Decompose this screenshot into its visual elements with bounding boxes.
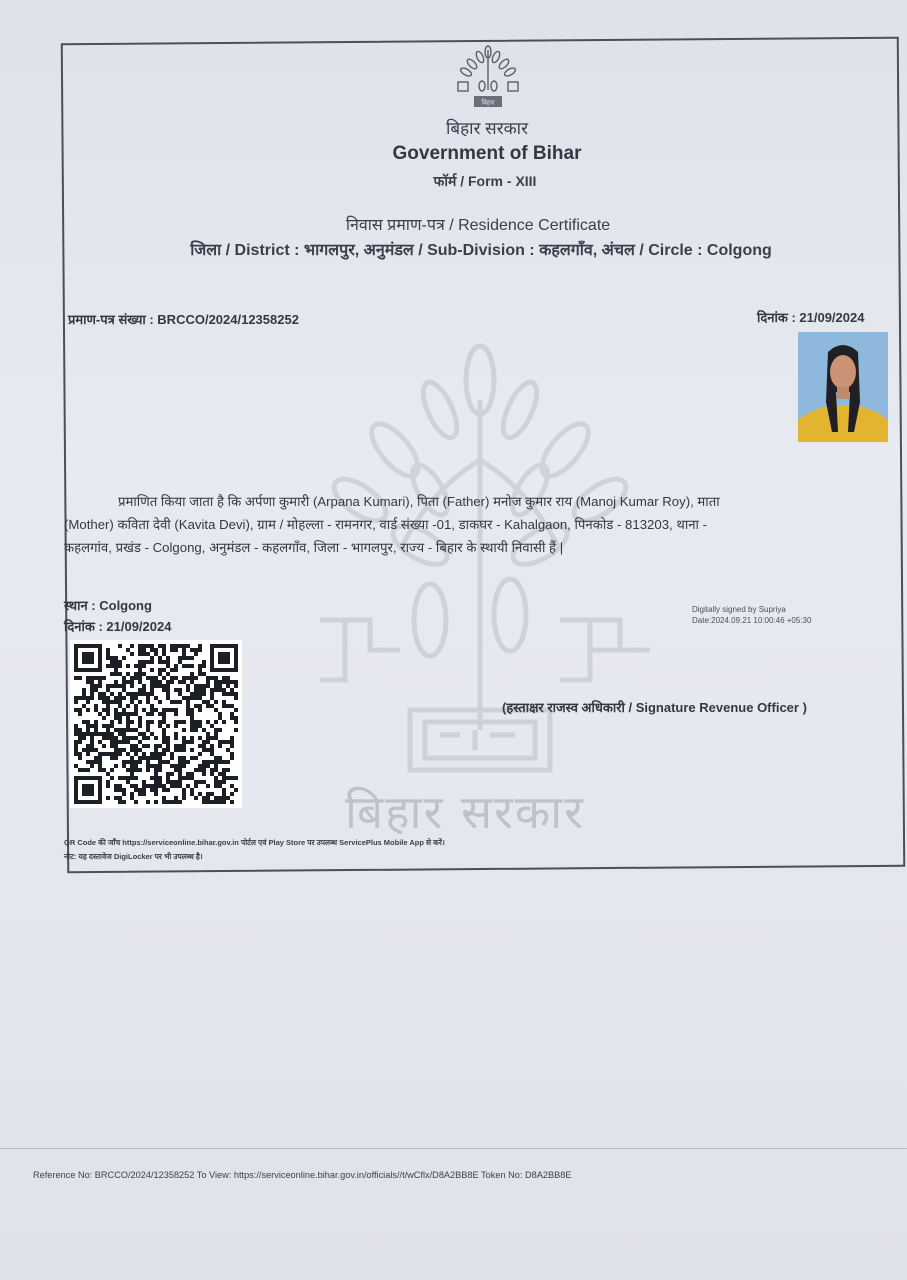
issue-date: दिनांक : 21/09/2024: [757, 310, 865, 325]
digital-sign-date: Date:2024.09.21 10:00:46 +05:30: [692, 616, 812, 625]
jurisdiction-line: जिला / District : भागलपुर, अनुमंडल / Sub-Division : कहलगाँव, अंचल / Circle : Colgong: [190, 242, 772, 259]
digital-sign-name: Digitally signed by Supriya: [692, 605, 786, 614]
body-line-3: कहलगांव, प्रखंड - Colgong, अनुमंडल - कहलगाँव, जिला - भागलपुर, राज्य - बिहार के स्थायी निवासी हैं |: [64, 540, 564, 555]
place-label: स्थान : Colgong: [64, 598, 152, 613]
body-line-1: प्रमाणित किया जाता है कि अर्पणा कुमारी (Arpana Kumari), पिता (Father) मनोज कुमार राय (Manoj Kumar Roy), माता: [118, 494, 720, 509]
form-number: फॉर्म / Form - XIII: [433, 173, 537, 189]
place-date: दिनांक : 21/09/2024: [64, 619, 172, 634]
qr-verification-note: QR Code की जाँच https://serviceonline.bihar.gov.in पोर्टल एवं Play Store पर उपलब्ध ServicePlus Mobile App से करें।: [64, 838, 445, 847]
signature-label: (हस्ताक्षर राजस्व अधिकारी / Signature Revenue Officer ): [502, 700, 807, 715]
certificate-title: निवास प्रमाण-पत्र / Residence Certificate: [345, 217, 611, 234]
watermark-text: बिहार सरकार: [345, 785, 585, 839]
emblem-caption: बिहार: [481, 98, 495, 107]
digilocker-note: नोट: यह दस्तावेज DigiLocker पर भी उपलब्ध है।: [64, 852, 203, 861]
footer-reference: Reference No: BRCCO/2024/12358252 To View: https://serviceonline.bihar.gov.in/officials//t/wCflx/D8A2BB8E Token No: D8A2BB8E: [33, 1170, 572, 1180]
bihar-emblem-logo: [454, 44, 522, 110]
govt-name-hindi: बिहार सरकार: [445, 119, 529, 138]
applicant-photo: [798, 332, 888, 442]
body-line-2: (Mother) कविता देवी (Kavita Devi), ग्राम / मोहल्ला - रामनगर, वार्ड संख्या -01, डाकघर - Kahalgaon, पिनकोड - 813203, थाना -: [64, 517, 708, 532]
footer-divider: [0, 1148, 907, 1149]
qr-code: [70, 640, 242, 808]
certificate-number: प्रमाण-पत्र संख्या : BRCCO/2024/12358252: [68, 312, 299, 327]
govt-name-english: Government of Bihar: [392, 143, 582, 164]
